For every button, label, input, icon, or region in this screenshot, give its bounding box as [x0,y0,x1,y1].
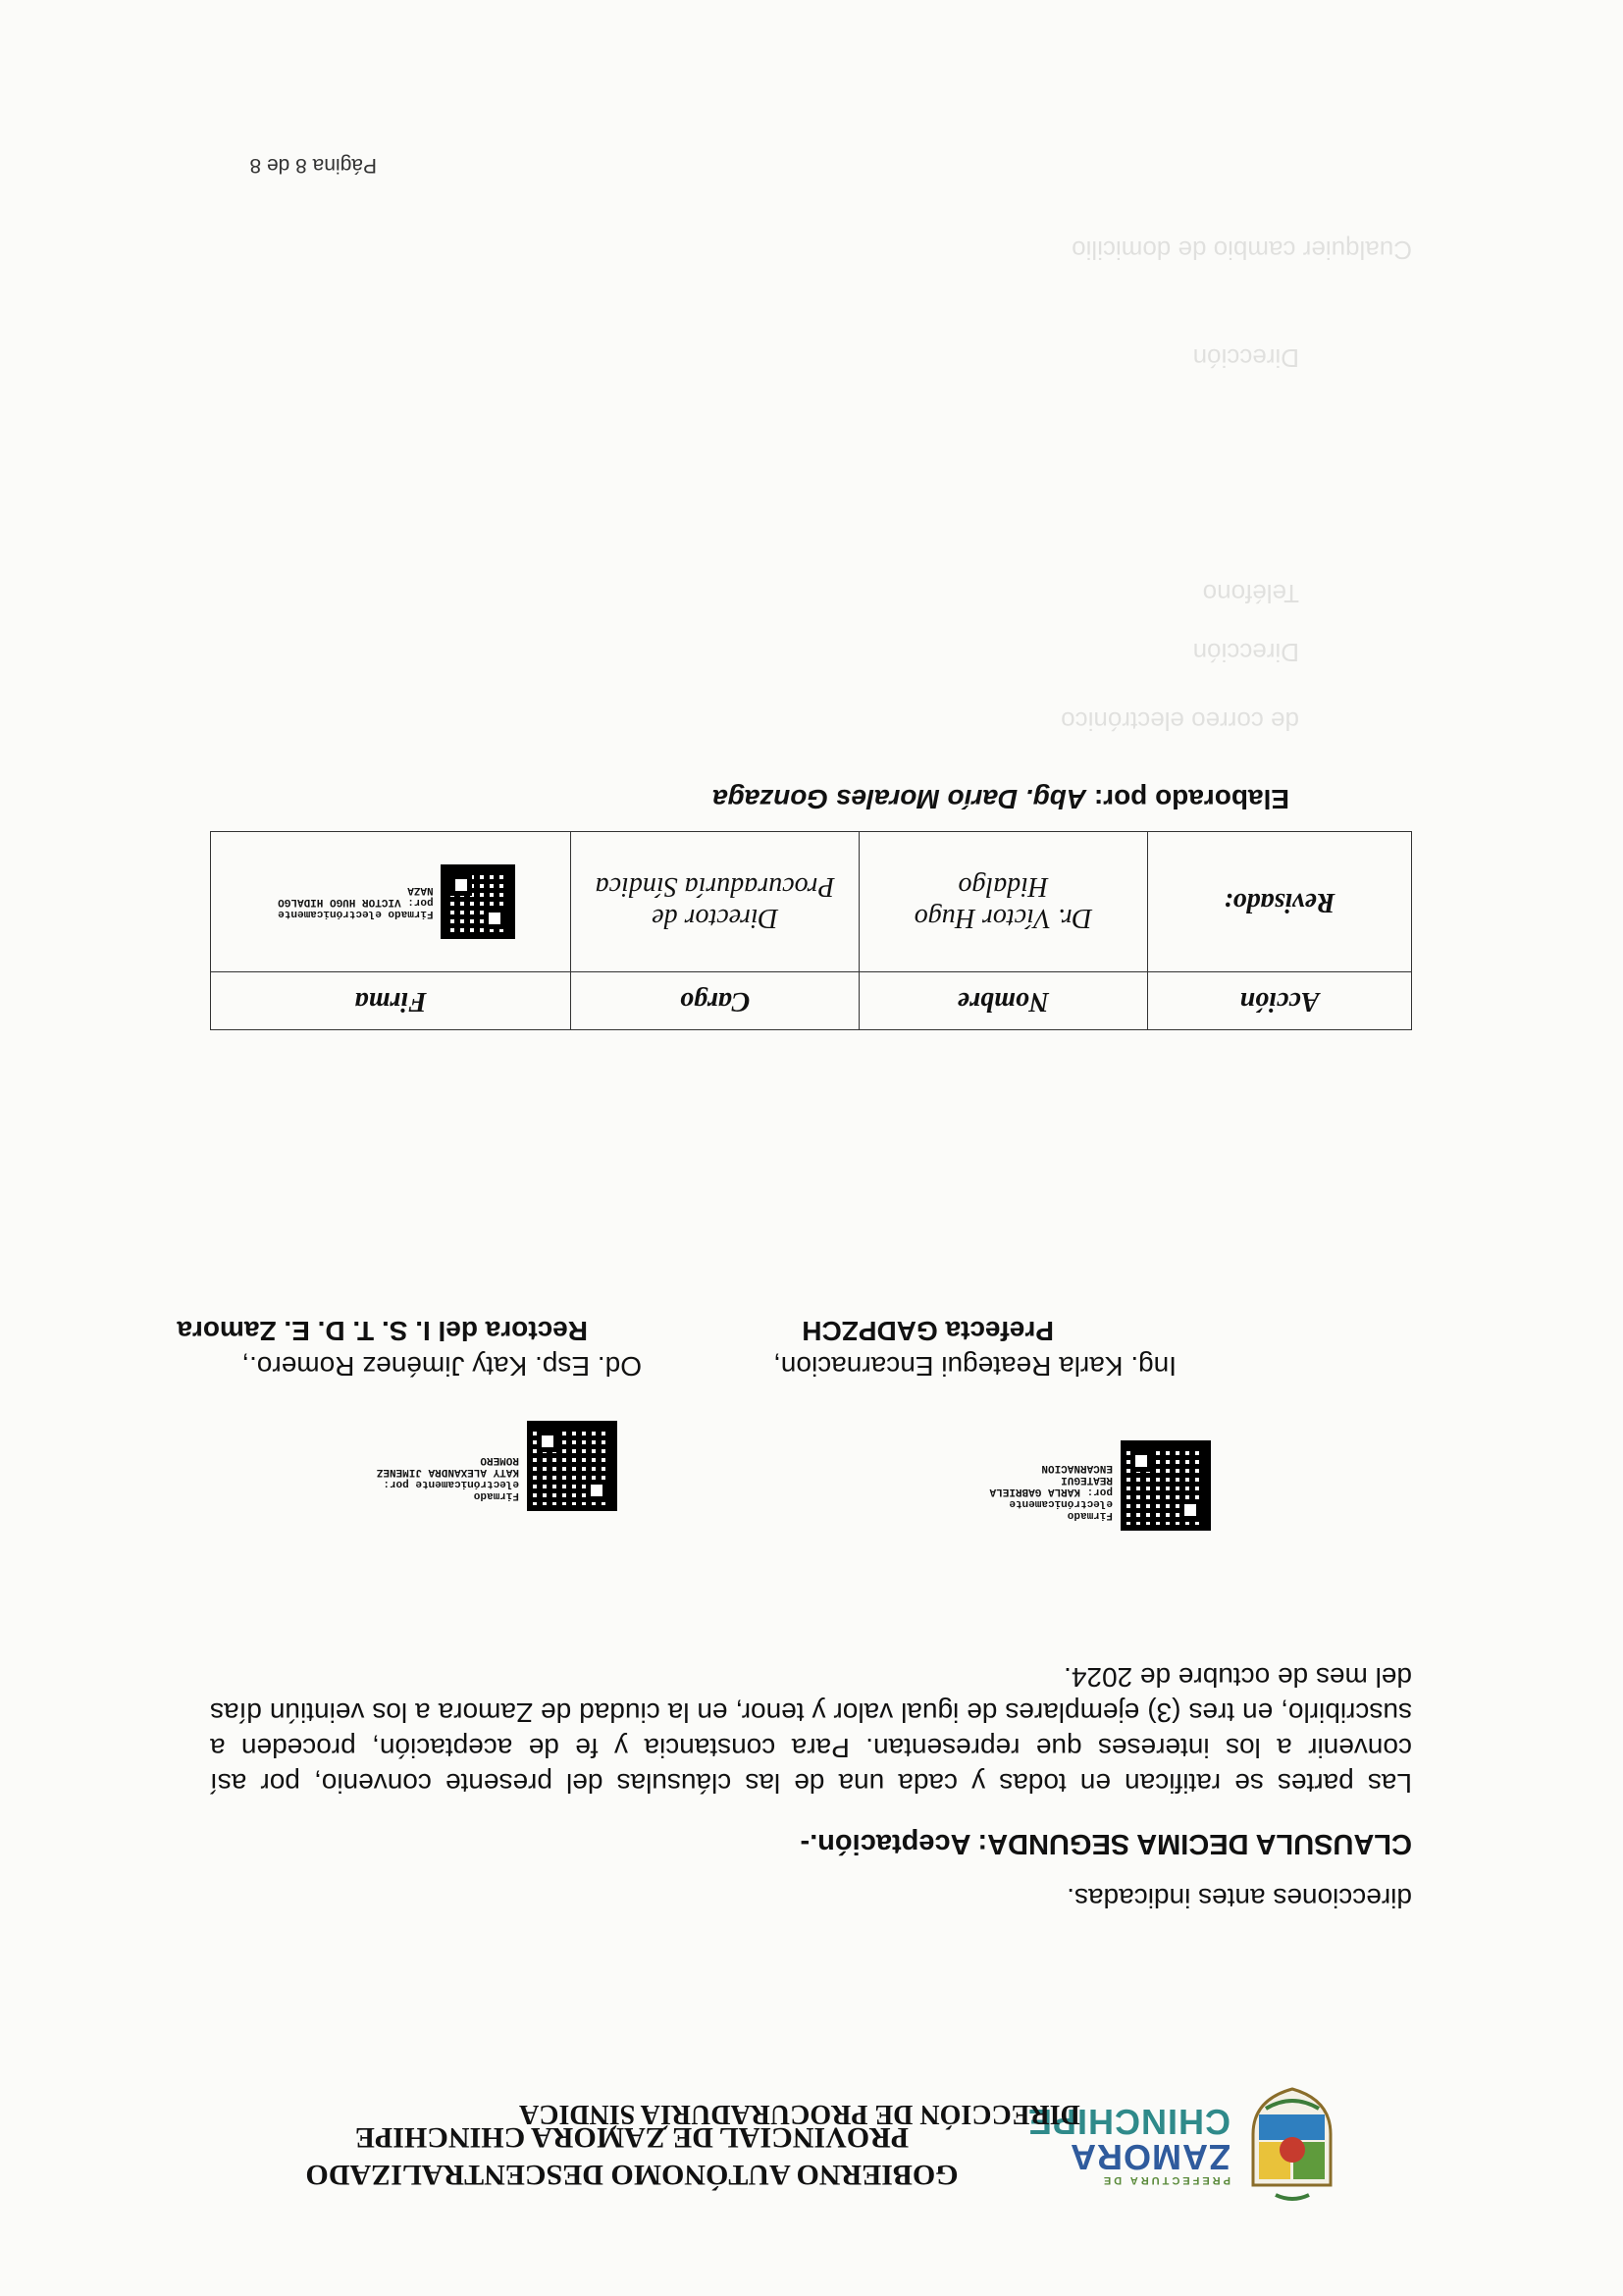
clause-title: CLAUSULA DECIMA SEGUNDA: Aceptación.- [800,1828,1412,1859]
brand-name-chinchipe: CHINCHIPE [1026,2102,1230,2142]
signature-qr-label: Firmado electrónicamente por: KARLA GABRIELA REATEGUI ENCARNACION [989,1462,1113,1521]
signatory-name: Ing. Karla Reategui Encarnacion, [773,1351,1177,1382]
document-title: GOBIERNO AUTÓNOMO DESCENTRALIZADO PROVINCIAL DE ZAMORA CHINCHIPE [305,2121,959,2191]
bleed-through-text: Dirección [1192,343,1299,373]
signature-qr-code [527,1421,617,1511]
bleed-through-text: Dirección [1192,638,1299,667]
column-header: Nombre [859,972,1147,1030]
brand-prefix: PREFECTURA DE [1100,2174,1230,2186]
cell-firma [211,832,571,972]
signatory-left [666,1313,1177,1383]
signature-qr-code [1121,1440,1211,1531]
document-subtitle: DIRECCIÓN DE PROCURADURÍA SÍNDICA [519,2099,1080,2129]
table-row [211,832,1412,972]
cell-accion: Revisado: [1147,832,1411,972]
clause-text: Las partes se ratifican en todas y cada una de las cláusulas del presente convenio, por así convenir a los intereses que representan. Para constancia y fe de aceptación, proceden a suscribirlo, en tres (3) ejemplares de igual valor y tenor, en la ciudad de Zamora a los veintiún días del mes de octubre de 2024. [210,1662,1412,1799]
elaborado-por [712,783,1289,814]
signatory-right [171,1313,642,1383]
column-header: Firma [211,972,571,1030]
bleed-through-text: Teléfono [1202,579,1299,608]
cell-cargo: Director de Procuraduría Síndica [571,832,860,972]
column-header: Cargo [571,972,860,1030]
bleed-through-text: de correo electrónico [1061,706,1299,736]
elaborado-label: Elaborado por: [1093,784,1289,814]
signature-qr-label: Firmado electrónicamente por: VICTOR HUGO HIDALGO NAZA [278,884,434,919]
elaborado-name: Abg. Darío Morales Gonzaga [711,784,1087,814]
signatory-title: Prefecta GADPZCH [802,1316,1054,1346]
table-header-row [211,972,1412,1030]
bleed-through-text: Cualquier cambio de domicilio [1072,235,1412,265]
review-table [210,831,1412,1030]
cell-nombre: Dr. Víctor Hugo Hidalgo [859,832,1147,972]
previous-paragraph-end: direcciones antes indicadas. [1067,1883,1412,1913]
brand-name-zamora: ZAMORA [1070,2137,1230,2177]
signature-qr-code [441,864,515,939]
signatory-title: Rectora del I. S. T. D. E. Zamora [177,1316,588,1346]
signatory-name: Od. Esp. Katy Jiménez Romero., [241,1351,642,1382]
column-header: Acción [1147,972,1411,1030]
page-number: Página 8 de 8 [249,154,377,177]
signature-qr-label: Firmado electrónicamente por: KATY ALEXANDRA JIMENEZ ROMERO [376,1454,519,1501]
